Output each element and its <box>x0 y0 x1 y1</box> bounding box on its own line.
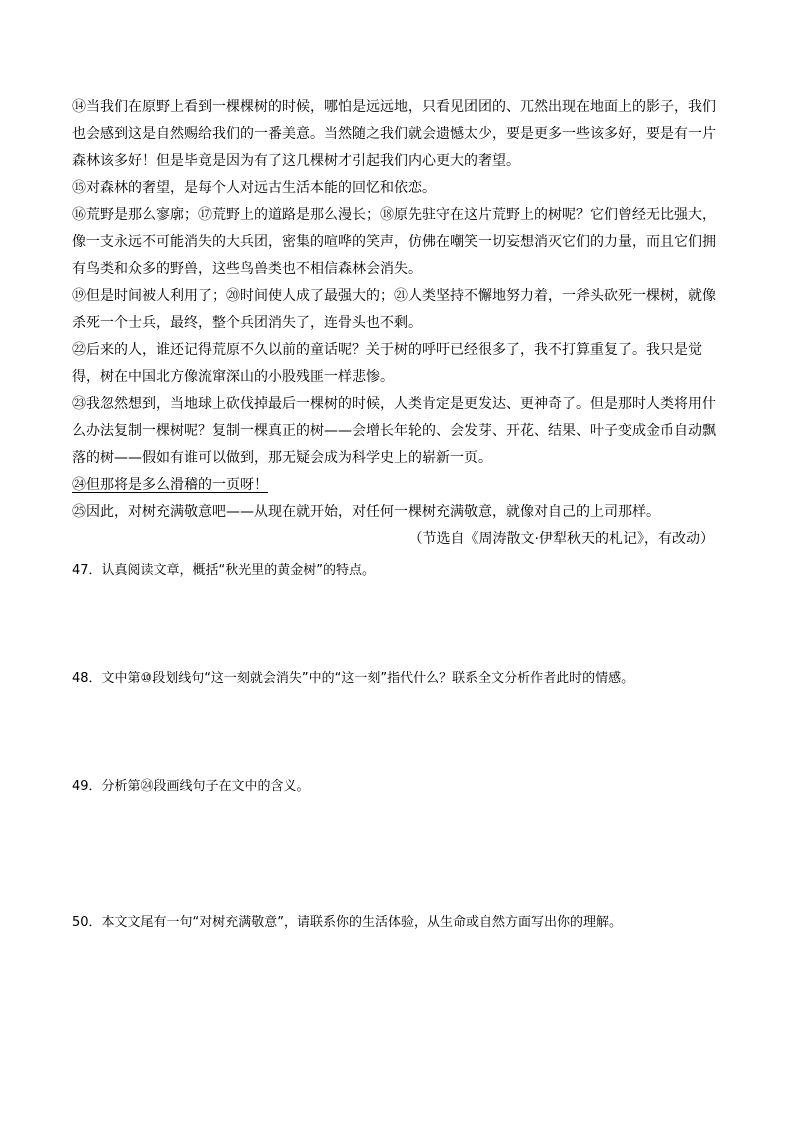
paragraph-14 <box>72 94 724 175</box>
paragraph-14-text: ⑭当我们在原野上看到一棵棵树的时候，哪怕是远远地，只看见团团的、兀然出现在地面上的影子，我们也会感到这是自然赐给我们的一番美意。当然随之我们就会遗憾太少，要是更多一些该多好，要是有一片森林该多好！但是毕竟是因为有了这几棵树才引起我们内心更大的奢望。 <box>72 99 716 169</box>
paragraph-19 <box>72 283 724 337</box>
question-50: 50．本文文尾有一句“对树充满敬意”，请联系你的生活体验，从生命或自然方面写出你的理解。 <box>72 915 623 930</box>
paragraph-22 <box>72 337 724 391</box>
question-49: 49．分析第㉔段画线句子在文中的含义。 <box>72 779 310 794</box>
question-47: 47．认真阅读文章，概括“秋光里的黄金树”的特点。 <box>72 563 376 578</box>
paragraph-16-text: ⑯荒野是那么寥廓；⑰荒野上的道路是那么漫长；⑱原先驻守在这片荒野上的树呢？它们曾经无比强大，像一支永远不可能消失的大兵团，密集的喧哗的笑声，仿佛在嘲笑一切妄想消灭它们的力量，而且它们拥有鸟类和众多的野兽，这些鸟兽类也不相信森林会消失。 <box>72 207 716 277</box>
paragraph-23 <box>72 391 724 472</box>
paragraph-15 <box>72 175 724 202</box>
paragraph-19-text: ⑲但是时间被人利用了；⑳时间使人成了最强大的；㉑人类坚持不懈地努力着，一斧头砍死一棵树，就像杀死一个士兵，最终，整个兵团消失了，连骨头也不剩。 <box>72 288 716 331</box>
paragraph-15-text: ⑮对森林的奢望，是每个人对远古生活本能的回忆和依恋。 <box>72 180 436 196</box>
paragraph-24 <box>72 472 724 499</box>
question-48: 48．文中第⑩段划线句“这一刻就会消失”中的“这一刻”指代什么？联系全文分析作者此时的情感。 <box>72 671 635 686</box>
paragraph-22-text: ㉒后来的人，谁还记得荒原不久以前的童话呢？关于树的呼吁已经很多了，我不打算重复了。我只是觉得，树在中国北方像流窜深山的小股残匪一样悲惨。 <box>72 342 702 385</box>
paragraph-24-underlined-sentence: ㉔但那将是多么滑稽的一页呀！ <box>72 477 268 493</box>
source-citation: （节选自《周涛散文·伊犁秋天的札记》，有改动） <box>408 531 714 547</box>
paragraph-25 <box>72 499 724 526</box>
paragraph-23-text: ㉓我忽然想到，当地球上砍伐掉最后一棵树的时候，人类肯定是更发达、更神奇了。但是那时人类将用什么办法复制一棵树呢？复制一棵真正的树——会增长年轮的、会发芽、开花、结果、叶子变成金币自动飘落的树——假如有谁可以做到，那无疑会成为科学史上的崭新一页。 <box>72 396 716 466</box>
paragraph-25-text: ㉕因此，对树充满敬意吧——从现在就开始，对任何一棵树充满敬意，就像对自己的上司那样。 <box>72 504 660 520</box>
paragraph-16 <box>72 202 724 283</box>
